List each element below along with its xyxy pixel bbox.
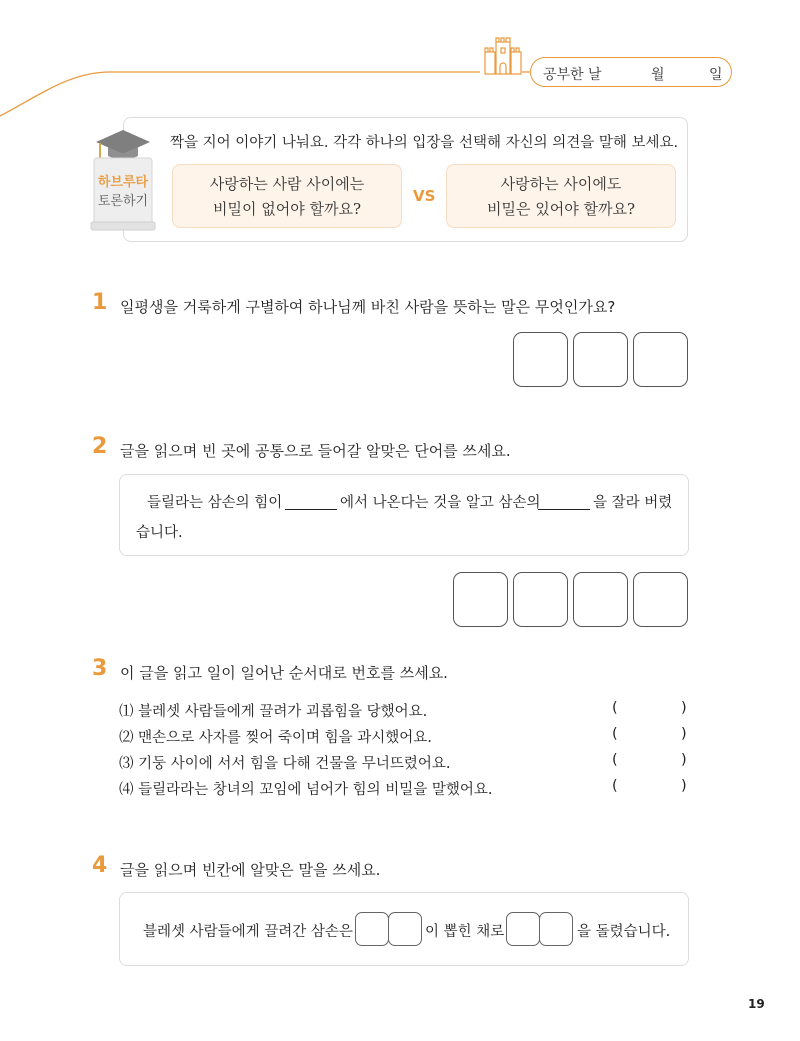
q4-sentence-part2: 이 뽑힌 채로 [425, 924, 505, 940]
q1-answer-box[interactable] [633, 332, 688, 387]
question-1-text: 일평생을 거룩하게 구별하여 하나님께 바친 사람을 뜻하는 말은 무엇인가요? [120, 298, 616, 316]
q1-answer-box[interactable] [513, 332, 568, 387]
q4-answer-box[interactable] [388, 912, 422, 946]
q4-sentence-part3: 을 돌렸습니다. [577, 924, 671, 940]
q2-passage-box [119, 474, 689, 556]
havruta-badge-subtitle: 토론하기 [97, 194, 149, 209]
q3-item: ⑷ 들릴라라는 창녀의 꼬임에 넘어가 힘의 비밀을 말했어요. [119, 782, 493, 798]
opinion-card-b[interactable] [446, 164, 676, 228]
question-4-text: 글을 읽으며 빈칸에 알맞은 말을 쓰세요. [120, 861, 381, 879]
q2-blank-2[interactable] [538, 509, 590, 510]
q4-answer-box[interactable] [506, 912, 540, 946]
q4-answer-box[interactable] [539, 912, 573, 946]
q3-answer-open: ( [612, 752, 618, 768]
question-3-number: 3 [92, 656, 108, 681]
q2-blank-1[interactable] [285, 509, 337, 510]
versus-label: VS [413, 187, 436, 205]
page-number: 19 [748, 997, 765, 1011]
q2-passage-part2: 에서 나온다는 것을 알고 삼손의 [340, 495, 541, 511]
q3-item: ⑵ 맨손으로 사자를 찢어 죽이며 힘을 과시했어요. [119, 730, 432, 746]
havruta-badge-title: 하브루타 [97, 175, 149, 190]
opinion-a-line1: 사랑하는 사람 사이에는 [209, 175, 365, 193]
question-2-number: 2 [92, 434, 108, 459]
opinion-b-line2: 비밀은 있어야 할까요? [487, 200, 635, 218]
q4-sentence-part1: 블레셋 사람들에게 끌려간 삼손은 [143, 924, 353, 940]
q2-answer-box[interactable] [633, 572, 688, 627]
study-date-label: 공부한 날 [543, 67, 602, 83]
question-1-number: 1 [92, 290, 108, 315]
q4-answer-box[interactable] [355, 912, 389, 946]
question-4-number: 4 [92, 853, 108, 878]
q1-answer-box[interactable] [573, 332, 628, 387]
opinion-card-a[interactable] [172, 164, 402, 228]
month-label: 월 [651, 67, 665, 83]
q2-passage-line2: 습니다. [136, 525, 183, 541]
study-date-field[interactable] [530, 57, 732, 87]
q2-answer-box[interactable] [573, 572, 628, 627]
q3-answer-close: ) [681, 726, 687, 742]
q3-answer-close: ) [681, 778, 687, 794]
q3-answer-open: ( [612, 700, 618, 716]
q3-answer-open: ( [612, 778, 618, 794]
q2-answer-box[interactable] [453, 572, 508, 627]
q3-answer-close: ) [681, 752, 687, 768]
question-3-text: 이 글을 읽고 일이 일어난 순서대로 번호를 쓰세요. [120, 664, 448, 682]
havruta-prompt: 짝을 지어 이야기 나눠요. 각각 하나의 입장을 선택해 자신의 의견을 말해 보세요. [170, 135, 679, 151]
q3-answer-open: ( [612, 726, 618, 742]
castle-icon [485, 38, 521, 74]
question-2-text: 글을 읽으며 빈 곳에 공통으로 들어갈 알맞은 단어를 쓰세요. [120, 442, 511, 460]
opinion-a-line2: 비밀이 없어야 할까요? [213, 200, 361, 218]
q2-answer-box[interactable] [513, 572, 568, 627]
q3-item: ⑶ 기둥 사이에 서서 힘을 다해 건물을 무너뜨렸어요. [119, 756, 451, 772]
q2-passage-part3: 을 잘라 버렸 [593, 495, 673, 511]
q3-answer-close: ) [681, 700, 687, 716]
opinion-b-line1: 사랑하는 사이에도 [500, 175, 622, 193]
day-label: 일 [709, 67, 723, 83]
q3-item: ⑴ 블레셋 사람들에게 끌려가 괴롭힘을 당했어요. [119, 704, 428, 720]
q2-passage-part1: 들릴라는 삼손의 힘이 [147, 495, 283, 511]
